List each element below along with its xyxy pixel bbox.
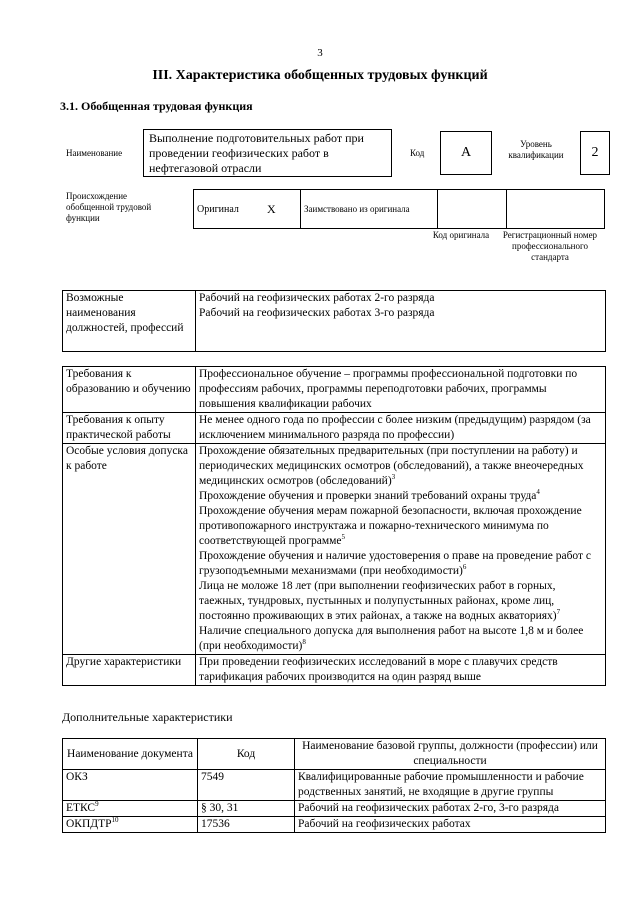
- req-line: Прохождение обучения мерам пожарной безопасности, включая прохождение противопожарного инструктажа и пожарно-технического минимума по соответствующей программе$^5$: [199, 505, 582, 547]
- req-label: Требования к образованию и обучению: [63, 367, 196, 413]
- origin-label: Происхождение обобщенной трудовой функции: [66, 191, 152, 223]
- req-line: Прохождение обучения и наличие удостоверения о праве на проведение работ с грузоподъемными механизмами (при необходимости)$^6$: [199, 550, 592, 577]
- code-value: A: [460, 145, 472, 160]
- borrowed-label: Заимствовано из оригинала: [301, 190, 438, 229]
- positions-values: [196, 291, 606, 352]
- extra-code: § 30, 31: [198, 801, 295, 817]
- table-row: [63, 413, 606, 444]
- req-line: Прохождение обучения и проверки знаний требований охраны труда$^4$: [199, 488, 540, 502]
- table-row: [63, 367, 606, 413]
- table-row: [63, 655, 606, 686]
- req-line: Лица не моложе 18 лет (при выполнении геофизических работ в горных, таежных, тундровых, пустынных и полупустынных районах, кроме лиц, постоянно проживающих в этих районах, а также на водных акваториях)$^7$: [199, 580, 561, 622]
- table-row: [63, 770, 606, 801]
- extra-name: Рабочий на геофизических работах 2-го, 3-го разряда: [295, 801, 606, 817]
- extra-doc: ОКЗ: [63, 770, 198, 801]
- req-line: Прохождение обязательных предварительных (при поступлении на работу) и периодических медицинских осмотров (обследований), а также внеочередных медицинских осмотров (обследований)$^3$: [199, 445, 584, 487]
- level-label: Уровень квалификации: [508, 139, 564, 160]
- footnote-ref: 5: [341, 533, 345, 542]
- req-label: Требования к опыту практической работы: [63, 413, 196, 444]
- section-title: III. Характеристика обобщенных трудовых функций: [152, 68, 488, 83]
- subsection-title: 3.1. Обобщенная трудовая функция: [60, 99, 253, 113]
- page-number: 3: [317, 47, 323, 59]
- origin-reg-caption: Регистрационный номер профессионального стандарта: [502, 230, 598, 262]
- footnote-ref: 10: [111, 816, 119, 825]
- footnote-ref: 8: [302, 638, 306, 647]
- extra-code: 17536: [198, 817, 295, 833]
- extra-doc: ОКПДТР$^{10}$: [63, 817, 198, 833]
- positions-table: [62, 290, 606, 352]
- code-label: Код: [410, 148, 425, 158]
- code-box: [440, 131, 492, 175]
- req-label: Особые условия допуска к работе: [63, 444, 196, 655]
- function-name-box: [143, 129, 392, 177]
- level-box: [580, 131, 610, 175]
- extra-header-code: Код: [198, 739, 295, 770]
- requirements-table: [62, 366, 606, 686]
- origin-code-cell: [438, 190, 507, 229]
- origin-code-caption: Код оригинала: [432, 230, 490, 240]
- req-line: Наличие специального допуска для выполнения работ на высоте 1,8 м и более (при необходимости)$^8$: [199, 625, 584, 652]
- extra-header-doc: Наименование документа: [63, 739, 198, 770]
- extra-header-name: Наименование базовой группы, должности (профессии) или специальности: [295, 739, 606, 770]
- extra-doc: ЕТКС$^9$: [63, 801, 198, 817]
- extra-table: [62, 738, 606, 833]
- table-row: [63, 444, 606, 655]
- extra-code: 7549: [198, 770, 295, 801]
- req-label: Другие характеристики: [63, 655, 196, 686]
- req-value: Не менее одного года по профессии с более низким (предыдущим) разрядом (за исключением минимального разряда по профессии): [196, 413, 606, 444]
- position-item: Рабочий на геофизических работах 3-го разряда: [199, 307, 435, 319]
- footnote-ref: 6: [462, 563, 467, 572]
- req-value: При проведении геофизических исследований в море с плавучих средств тарификация рабочих производится на один разряд выше: [196, 655, 606, 686]
- footnote-ref: 9: [95, 800, 99, 809]
- req-value: [196, 444, 606, 655]
- extra-name: Рабочий на геофизических работах: [295, 817, 606, 833]
- footnote-ref: 7: [556, 608, 561, 617]
- origin-table: [193, 189, 605, 229]
- table-row: [63, 739, 606, 770]
- level-value: 2: [591, 145, 599, 160]
- additional-title: Дополнительные характеристики: [62, 710, 233, 724]
- position-item: Рабочий на геофизических работах 2-го разряда: [199, 292, 435, 304]
- table-row: [63, 291, 606, 352]
- original-label: Оригинал: [194, 190, 265, 229]
- table-row: [63, 817, 606, 833]
- origin-reg-cell: [507, 190, 605, 229]
- original-mark: X: [264, 190, 301, 229]
- footnote-ref: 3: [391, 473, 396, 482]
- extra-name: Квалифицированные рабочие промышленности и рабочие родственных занятий, не входящие в другие группы: [295, 770, 606, 801]
- function-name: Выполнение подготовительных работ при проведении геофизических работ в нефтегазовой отрасли: [149, 131, 364, 175]
- name-label: Наименование: [66, 148, 123, 158]
- table-row: [63, 801, 606, 817]
- footnote-ref: 4: [536, 488, 540, 497]
- positions-label: Возможные наименования должностей, профессий: [63, 291, 196, 352]
- req-value: Профессиональное обучение – программы профессиональной подготовки по профессиям рабочих, программы переподготовки рабочих, программы повышения квалификации рабочих: [196, 367, 606, 413]
